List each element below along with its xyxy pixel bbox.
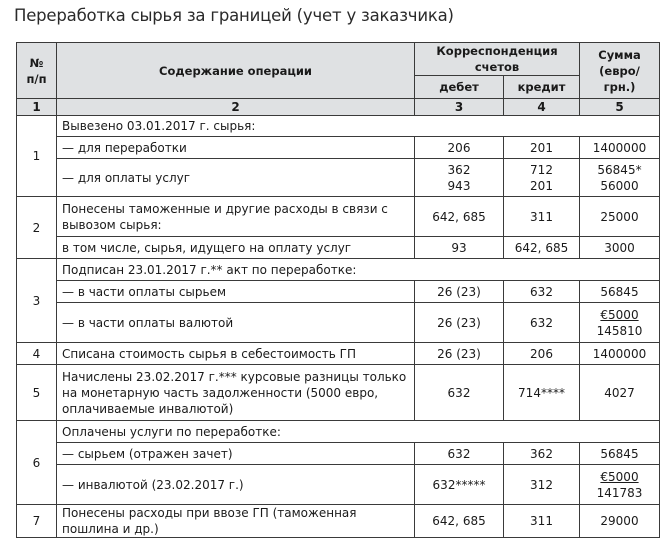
col-number: 4 [504, 99, 580, 116]
sum-cell: 56845 [580, 281, 660, 303]
debit-cell: 26 (23) [415, 343, 504, 365]
credit-cell: 312 [504, 465, 580, 505]
sum-value: €5000 [600, 469, 639, 484]
row-number: 5 [17, 365, 57, 421]
sum-cell: 56845 [580, 443, 660, 465]
debit-cell: 26 (23) [415, 303, 504, 343]
sum-cell: 1400000 [580, 137, 660, 159]
sum-cell [580, 465, 660, 505]
operation-text: Понесены таможенные и другие расходы в связи с вывозом сырья: [57, 197, 415, 237]
sum-value: 56845* [597, 162, 642, 177]
sum-cell: 1400000 [580, 343, 660, 365]
debit-value: 943 [447, 178, 471, 193]
col-number: 1 [17, 99, 57, 116]
credit-cell: 632 [504, 281, 580, 303]
sum-value: €5000 [600, 307, 639, 322]
credit-value: 201 [530, 178, 553, 193]
col-header-credit: кредит [504, 76, 580, 99]
operation-text: — в части оплаты валютой [57, 303, 415, 343]
col-header-content: Содержание операции [57, 43, 415, 99]
debit-value: 362 [447, 162, 471, 177]
debit-cell: 642, 685 [415, 505, 504, 538]
col-header-debit: дебет [415, 76, 504, 99]
debit-cell: 26 (23) [415, 281, 504, 303]
operation-text: Начислены 23.02.2017 г.*** курсовые разницы только на монетарную часть задолженности (5000 евро, оплачиваемые инвалютой) [57, 365, 415, 421]
debit-cell: 642, 685 [415, 197, 504, 237]
debit-cell: 632 [415, 443, 504, 465]
credit-cell [504, 159, 580, 197]
col-header-correspondence: Корреспонденция счетов [415, 43, 580, 76]
credit-cell: 206 [504, 343, 580, 365]
operation-text: — сырьем (отражен зачет) [57, 443, 415, 465]
credit-value: 712 [530, 162, 553, 177]
col-number: 5 [580, 99, 660, 116]
sum-value: 141783 [596, 485, 643, 500]
row-number: 6 [17, 421, 57, 505]
credit-cell: 714**** [504, 365, 580, 421]
debit-cell: 632***** [415, 465, 504, 505]
operation-text: — в части оплаты сырьем [57, 281, 415, 303]
sum-value: 145810 [596, 323, 643, 338]
operation-text: — для переработки [57, 137, 415, 159]
col-number: 3 [415, 99, 504, 116]
sum-cell: 29000 [580, 505, 660, 538]
credit-cell: 201 [504, 137, 580, 159]
row-number: 2 [17, 197, 57, 259]
operation-text: в том числе, сырья, идущего на оплату услуг [57, 237, 415, 259]
row-number: 3 [17, 259, 57, 343]
debit-cell: 93 [415, 237, 504, 259]
operation-heading: Вывезено 03.01.2017 г. сырья: [57, 116, 660, 137]
sum-value: 56000 [600, 178, 639, 193]
credit-cell: 632 [504, 303, 580, 343]
credit-cell: 362 [504, 443, 580, 465]
row-number: 7 [17, 505, 57, 538]
debit-cell: 206 [415, 137, 504, 159]
credit-cell: 311 [504, 197, 580, 237]
debit-cell [415, 159, 504, 197]
operation-text: — инвалютой (23.02.2017 г.) [57, 465, 415, 505]
sum-cell [580, 303, 660, 343]
col-header-sum: Сумма (евро/грн.) [580, 43, 660, 99]
sum-cell: 25000 [580, 197, 660, 237]
operation-heading: Подписан 23.01.2017 г.** акт по переработке: [57, 259, 660, 281]
operation-text: — для оплаты услуг [57, 159, 415, 197]
credit-cell: 311 [504, 505, 580, 538]
operation-heading: Оплачены услуги по переработке: [57, 421, 660, 443]
row-number: 4 [17, 343, 57, 365]
sum-cell [580, 159, 660, 197]
sum-cell: 3000 [580, 237, 660, 259]
debit-cell: 632 [415, 365, 504, 421]
credit-cell: 642, 685 [504, 237, 580, 259]
ledger-table [16, 42, 660, 538]
col-header-num: № п/п [17, 43, 57, 99]
col-number: 2 [57, 99, 415, 116]
operation-text: Списана стоимость сырья в себестоимость ГП [57, 343, 415, 365]
page-title: Переработка сырья за границей (учет у заказчика) [14, 6, 454, 25]
operation-text: Понесены расходы при ввозе ГП (таможенная пошлина и др.) [57, 505, 415, 538]
sum-cell: 4027 [580, 365, 660, 421]
row-number: 1 [17, 116, 57, 197]
